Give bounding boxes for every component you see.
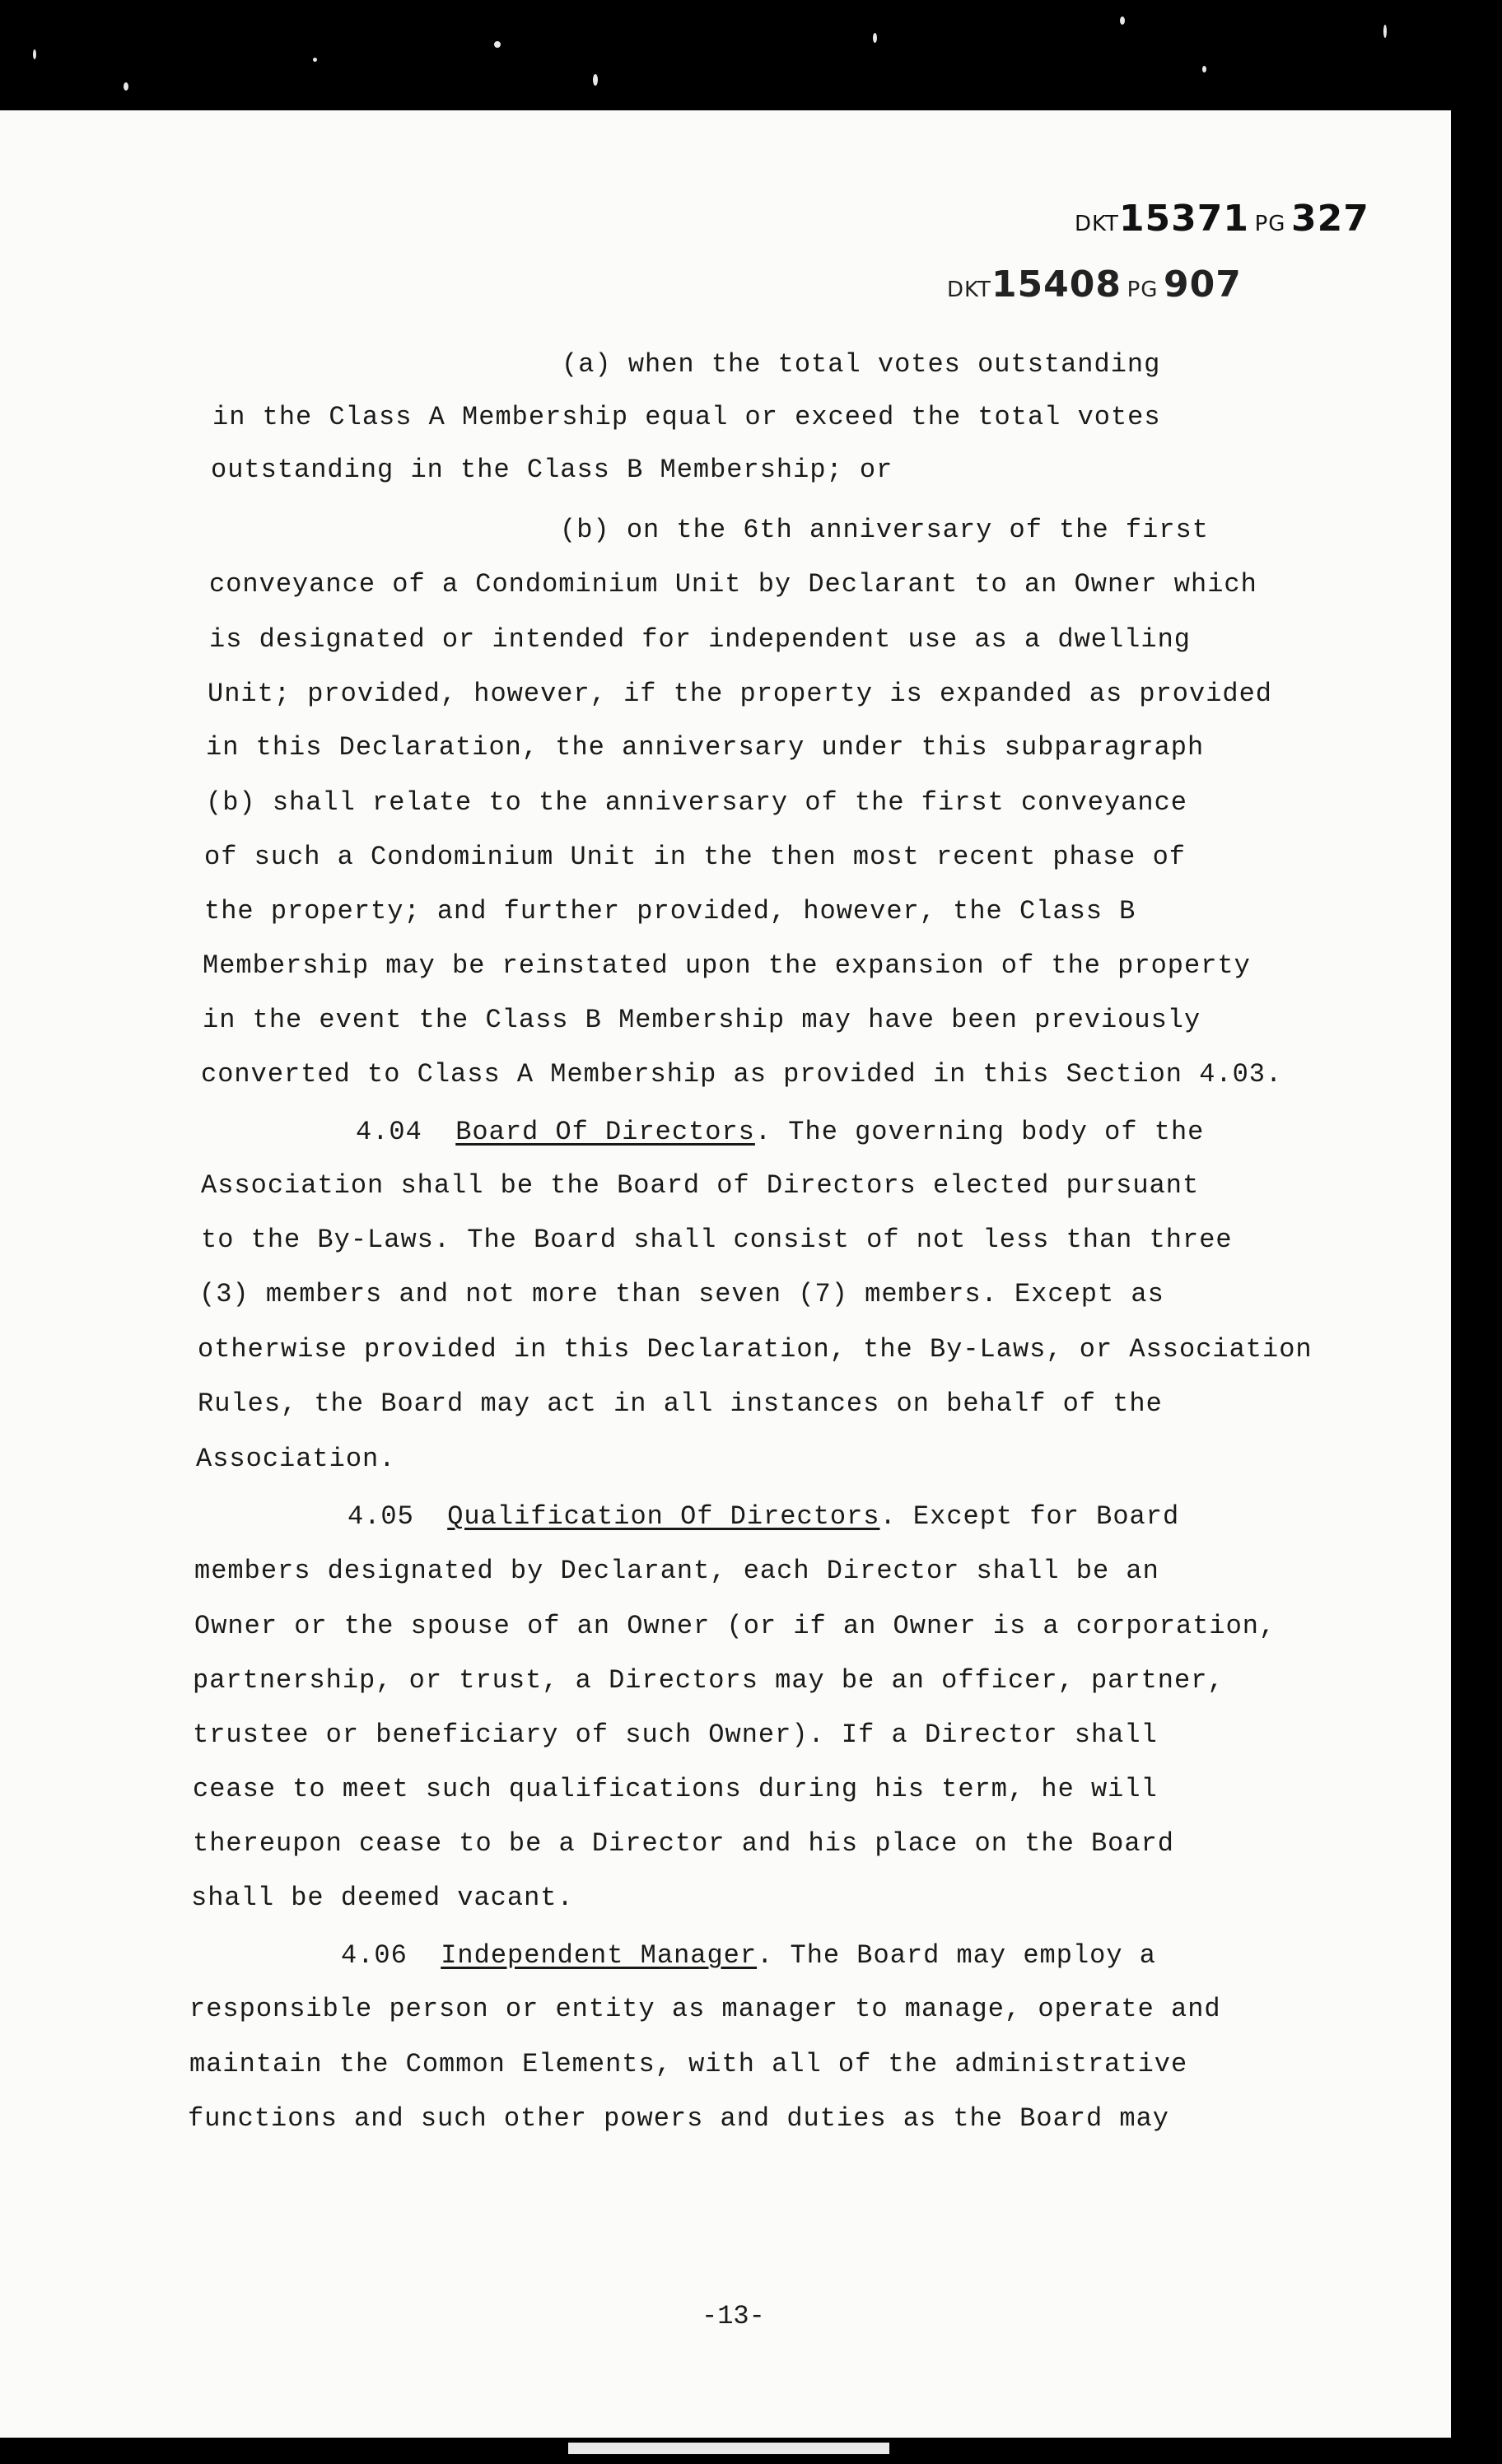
text-line: Membership may be reinstated upon the expansion of the property — [203, 950, 1251, 981]
docket-prefix: DKT — [1075, 212, 1119, 236]
text-line: shall be deemed vacant. — [191, 1883, 574, 1913]
scan-bottom-strip — [568, 2443, 889, 2454]
scan-speck — [313, 58, 317, 62]
text-line: is designated or intended for independent use as a dwelling — [209, 624, 1191, 655]
document-page — [0, 110, 1451, 2446]
section-4-06-first-line — [341, 1940, 1156, 1971]
docket-page-number: 327 — [1291, 198, 1369, 240]
text-line: converted to Class A Membership as provided in this Section 4.03. — [201, 1059, 1283, 1090]
text-line: of such a Condominium Unit in the then most recent phase of — [204, 842, 1186, 872]
text-line: in the Class A Membership equal or exceed the total votes — [212, 402, 1161, 432]
scan-border-top — [0, 0, 1502, 124]
docket-prefix: DKT — [947, 278, 991, 302]
scan-speck — [1202, 66, 1206, 72]
text-line: members designated by Declarant, each Director shall be an — [194, 1556, 1159, 1586]
section-heading: Board Of Directors — [455, 1117, 755, 1147]
page-number: -13- — [702, 2301, 765, 2331]
scan-speck — [124, 82, 128, 91]
docket-stamp-primary — [1075, 198, 1369, 240]
text-line: Association shall be the Board of Directors elected pursuant — [201, 1170, 1200, 1201]
text-line: (b) on the 6th anniversary of the first — [560, 515, 1209, 545]
scan-speck — [1383, 25, 1387, 38]
text-line: the property; and further provided, however, the Class B — [204, 896, 1136, 926]
text-line: outstanding in the Class B Membership; or — [211, 455, 893, 485]
section-4-04-first-line — [356, 1119, 1204, 1146]
section-heading: Qualification Of Directors — [447, 1501, 880, 1532]
docket-page-label: PG — [1126, 278, 1159, 302]
scan-speck — [1120, 16, 1125, 25]
text-line: thereupon cease to be a Director and his place on the Board — [193, 1828, 1174, 1859]
scan-speck — [593, 74, 598, 86]
docket-stamp-secondary — [947, 264, 1242, 306]
scan-speck — [873, 33, 877, 43]
text-line: (a) when the total votes outstanding — [562, 349, 1161, 380]
text-line: Unit; provided, however, if the property is expanded as provided — [208, 679, 1272, 709]
docket-book-number: 15371 — [1118, 198, 1250, 240]
text-line: maintain the Common Elements, with all of the administrative — [189, 2049, 1188, 2079]
section-number: 4.05 — [348, 1501, 414, 1532]
docket-book-number: 15408 — [991, 264, 1122, 306]
docket-page-number: 907 — [1164, 264, 1242, 306]
text-line: conveyance of a Condominium Unit by Declarant to an Owner which — [209, 569, 1257, 600]
section-number: 4.06 — [341, 1940, 408, 1971]
text-line: (3) members and not more than seven (7) members. Except as — [199, 1279, 1164, 1309]
text-line: cease to meet such qualifications during his term, he will — [193, 1774, 1158, 1804]
text-line: trustee or beneficiary of such Owner). If a Director shall — [193, 1720, 1158, 1750]
section-4-05-first-line — [348, 1501, 1180, 1532]
text-line: Owner or the spouse of an Owner (or if an Owner is a corporation, — [194, 1611, 1276, 1641]
scan-speck — [33, 49, 36, 59]
text-line: in this Declaration, the anniversary under this subparagraph — [206, 732, 1205, 763]
section-text: . Except for Board — [879, 1501, 1180, 1532]
section-text: . The Board may employ a — [757, 1940, 1156, 1971]
text-line: (b) shall relate to the anniversary of the first conveyance — [206, 787, 1187, 818]
docket-page-label: PG — [1254, 212, 1286, 236]
text-line: Association. — [196, 1444, 396, 1474]
text-line: responsible person or entity as manager to manage, operate and — [189, 1994, 1221, 2024]
section-number: 4.04 — [356, 1117, 422, 1147]
text-line: Rules, the Board may act in all instances on behalf of the — [198, 1388, 1163, 1419]
section-text: . The governing body of the — [754, 1117, 1205, 1147]
text-line: otherwise provided in this Declaration, the By-Laws, or Association — [198, 1334, 1313, 1365]
text-line: to the By-Laws. The Board shall consist of not less than three — [201, 1225, 1233, 1255]
text-line: in the event the Class B Membership may have been previously — [203, 1005, 1201, 1035]
text-line: partnership, or trust, a Directors may be an officer, partner, — [193, 1665, 1224, 1696]
section-heading: Independent Manager — [441, 1940, 758, 1971]
scan-speck — [494, 41, 501, 48]
text-line: functions and such other powers and duties as the Board may — [188, 2103, 1169, 2134]
